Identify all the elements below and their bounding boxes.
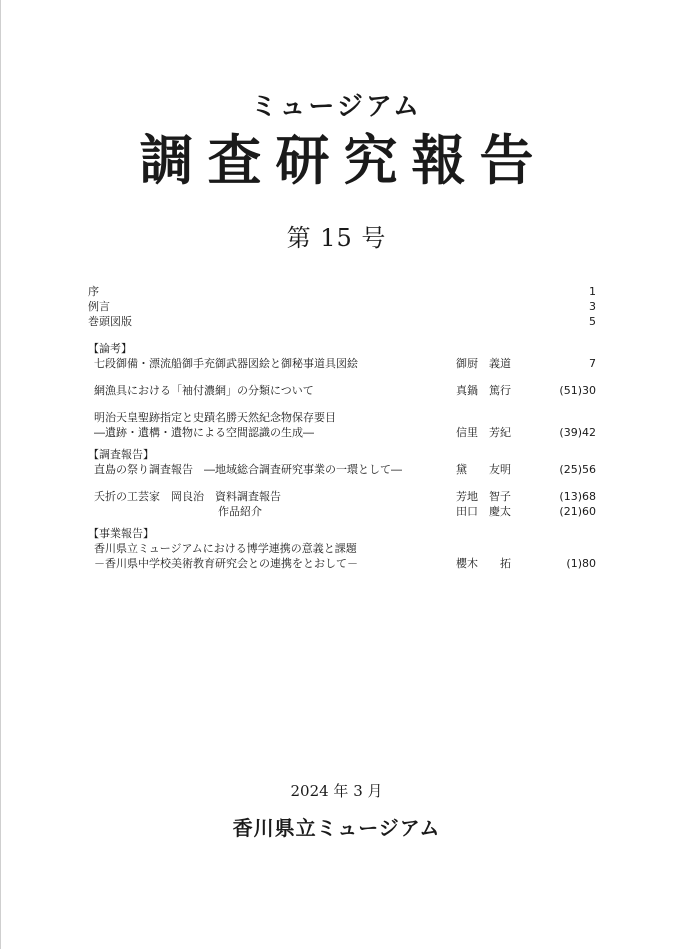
toc-page: 7 (589, 357, 596, 370)
toc-row-article[interactable] (88, 410, 596, 425)
toc-title: 夭折の工芸家 岡良治 資料調査報告 (94, 490, 281, 503)
toc-row-article[interactable] (88, 462, 596, 477)
toc-title: 巻頭図版 (88, 315, 132, 328)
toc-page: (39)42 (559, 426, 596, 439)
toc-title: 明治天皇聖跡指定と史蹟名勝天然紀念物保存要目 (94, 411, 336, 424)
section-heading-chosa: 【調査報告】 (88, 448, 154, 461)
toc-row-article[interactable] (88, 383, 596, 398)
toc-page: 5 (589, 315, 596, 328)
journal-subtitle: ミュージアム (250, 92, 423, 122)
toc-row-article[interactable] (88, 489, 596, 504)
toc-row-article-subtitle[interactable] (88, 425, 596, 440)
toc-author: 田口 慶太 (456, 505, 511, 518)
toc-title: 作品紹介 (218, 505, 262, 518)
toc-row-plates[interactable] (88, 314, 596, 329)
toc-row-preface[interactable] (88, 284, 596, 299)
toc-page: (21)60 (559, 505, 596, 518)
toc-title: 網漁具における「袖付濃網」の分類について (94, 384, 314, 397)
toc-page: (1)80 (566, 557, 596, 570)
toc-page: 1 (589, 285, 596, 298)
toc-title: 直島の祭り調査報告 ―地域総合調査研究事業の一環として― (94, 463, 402, 476)
issue-number: 第 15 号 (286, 224, 387, 252)
toc-author: 黛 友明 (456, 463, 511, 476)
toc-author: 信里 芳紀 (456, 426, 511, 439)
section-heading-jigyo: 【事業報告】 (88, 527, 154, 540)
toc-author: 真鍋 篤行 (456, 384, 511, 397)
table-of-contents (88, 284, 596, 571)
toc-subtitle: ―遺跡・遺構・遺物による空間認識の生成― (94, 426, 314, 439)
publication-date: 2024 年 3 月 (290, 782, 383, 800)
toc-title: 例言 (88, 300, 110, 313)
toc-title: 香川県立ミュージアムにおける博学連携の意義と課題 (94, 542, 357, 555)
toc-page: (25)56 (559, 463, 596, 476)
toc-title: 序 (88, 285, 99, 298)
toc-row-article[interactable] (88, 541, 596, 556)
toc-page: (13)68 (559, 490, 596, 503)
toc-page: 3 (589, 300, 596, 313)
toc-row-article[interactable] (88, 356, 596, 371)
toc-row-notes[interactable] (88, 299, 596, 314)
toc-author: 芳地 智子 (456, 490, 511, 503)
publisher-name: 香川県立ミュージアム (232, 816, 441, 840)
toc-title: 七段御備・漂流船御手充御武器図絵と御秘事道具図絵 (94, 357, 358, 370)
toc-author: 御厨 義道 (456, 357, 511, 370)
section-heading-ronko: 【論考】 (88, 342, 132, 355)
toc-subtitle: －香川県中学校美術教育研究会との連携をとおして－ (94, 557, 358, 570)
journal-title: 調査研究報告 (139, 128, 548, 192)
toc-page: (51)30 (559, 384, 596, 397)
toc-row-article[interactable] (88, 504, 596, 519)
toc-author: 櫻木 拓 (456, 557, 511, 570)
toc-row-article-subtitle[interactable] (88, 556, 596, 571)
